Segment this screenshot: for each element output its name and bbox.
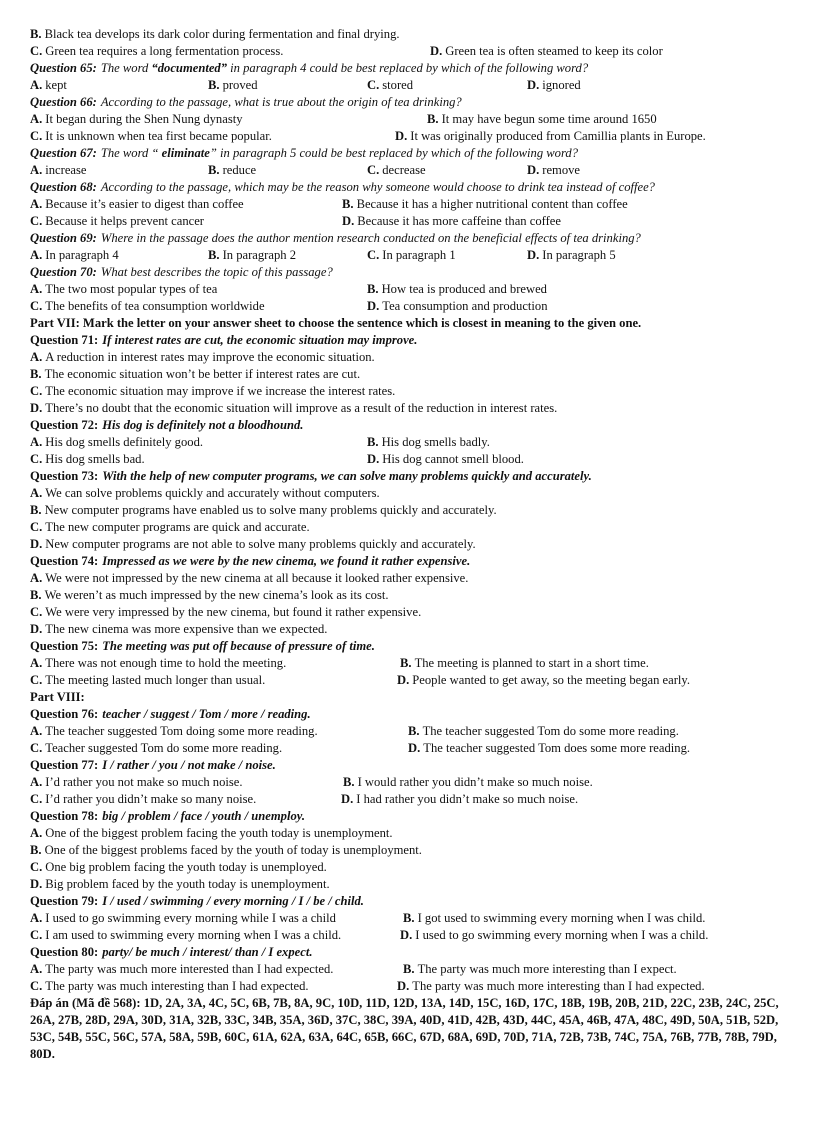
- option-q78-d: D. Big problem faced by the youth today is unemployment.: [30, 877, 330, 891]
- option-row: [30, 451, 800, 468]
- option-q67-d: D. remove: [527, 163, 581, 177]
- answer-key: Đáp án (Mã đề 568): 1D, 2A, 3A, 4C, 5C, 6B, 7B, 8A, 9C, 10D, 11D, 12D, 13A, 14D, 15C, 16D, 17C, 18B, 19B, 20B, 21D, 22C, 23B, 24C, 25C, 26A, 27B, 28D, 29A, 30D, 31A, 32B, 33C, 34B, 35A, 36D, 37C, 38C, 39A, 40D, 41D, 42B, 43D, 44C, 45A, 46B, 47A, 48C, 49D, 50A, 51B, 52D, 53C, 54B, 55C, 56C, 57A, 58A, 59B, 60C, 61A, 62A, 63A, 64C, 65B, 66C, 67D, 68A, 69D, 70D, 71A, 72B, 73B, 74C, 75A, 76B, 77B, 78B, 79D, 80D.: [30, 996, 779, 1061]
- option-q80-b: B. The party was much more interesting than I expect.: [403, 962, 677, 976]
- part-7-heading: Part VII: Mark the letter on your answer sheet to choose the sentence which is closest in meaning to the given one.: [30, 316, 642, 330]
- option-q68-d: D. Because it has more caffeine than coffee: [342, 214, 561, 228]
- option-row: [30, 162, 800, 179]
- option-q74-a: A. We were not impressed by the new cinema at all because it looked rather expensive.: [30, 571, 469, 585]
- option-q72-b: B. His dog smells badly.: [367, 435, 490, 449]
- option-q64-d: D. Green tea is often steamed to keep its color: [430, 44, 663, 58]
- option-q71-c: C. The economic situation may improve if we increase the interest rates.: [30, 384, 396, 398]
- option-q79-b: B. I got used to swimming every morning when I was child.: [403, 911, 706, 925]
- option-q78-c: C. One big problem facing the youth today is unemployed.: [30, 860, 327, 874]
- option-q67-c: C. decrease: [367, 163, 426, 177]
- option-row: [30, 655, 800, 672]
- option-q77-b: B. I would rather you didn’t make so much noise.: [343, 775, 593, 789]
- option-q75-b: B. The meeting is planned to start in a short time.: [400, 656, 649, 670]
- question-75: Question 75: The meeting was put off because of pressure of time.: [30, 639, 375, 653]
- option-q75-c: C. The meeting lasted much longer than usual.: [30, 673, 266, 687]
- option-row: [30, 791, 800, 808]
- option-q73-a: A. We can solve problems quickly and accurately without computers.: [30, 486, 380, 500]
- option-q77-d: D. I had rather you didn’t make so much noise.: [341, 792, 579, 806]
- question-66: Question 66: According to the passage, what is true about the origin of tea drinking?: [30, 95, 462, 109]
- option-row: [30, 281, 800, 298]
- option-q69-a: A. In paragraph 4: [30, 248, 119, 262]
- option-q80-a: A. The party was much more interested than I had expected.: [30, 962, 334, 976]
- option-q79-a: A. I used to go swimming every morning while I was a child: [30, 911, 336, 925]
- option-q80-c: C. The party was much interesting than I had expected.: [30, 979, 309, 993]
- option-q68-c: C. Because it helps prevent cancer: [30, 214, 204, 228]
- option-q72-a: A. His dog smells definitely good.: [30, 435, 204, 449]
- option-q77-c: C. I’d rather you didn’t make so many noise.: [30, 792, 257, 806]
- question-72: Question 72: His dog is definitely not a bloodhound.: [30, 418, 304, 432]
- question-79: Question 79: I / used / swimming / every morning / I / be / child.: [30, 894, 364, 908]
- option-q76-c: C. Teacher suggested Tom do some more reading.: [30, 741, 283, 755]
- option-q78-b: B. One of the biggest problems faced by the youth of today is unemployment.: [30, 843, 422, 857]
- question-67: Question 67: The word “ eliminate” in paragraph 5 could be best replaced by which of the following word?: [30, 146, 578, 160]
- option-q66-b: B. It may have begun some time around 1650: [427, 112, 657, 126]
- option-row: [30, 77, 800, 94]
- option-row: [30, 111, 800, 128]
- option-q71-b: B. The economic situation won’t be better if interest rates are cut.: [30, 367, 361, 381]
- option-q65-a: A. kept: [30, 78, 67, 92]
- option-row: [30, 213, 800, 230]
- option-q74-b: B. We weren’t as much impressed by the new cinema’s look as its cost.: [30, 588, 389, 602]
- question-70: Question 70: What best describes the topic of this passage?: [30, 265, 333, 279]
- option-q65-c: C. stored: [367, 78, 414, 92]
- option-q72-c: C. His dog smells bad.: [30, 452, 145, 466]
- option-row: [30, 128, 800, 145]
- option-q66-c: C. It is unknown when tea first became popular.: [30, 129, 272, 143]
- question-76: Question 76: teacher / suggest / Tom / more / reading.: [30, 707, 311, 721]
- option-row: [30, 247, 800, 264]
- option-row: [30, 672, 800, 689]
- part-8-heading: Part VIII:: [30, 690, 85, 704]
- option-q68-a: A. Because it’s easier to digest than coffee: [30, 197, 244, 211]
- option-row: [30, 196, 800, 213]
- option-row: [30, 43, 800, 60]
- option-q75-a: A. There was not enough time to hold the meeting.: [30, 656, 287, 670]
- option-q69-c: C. In paragraph 1: [367, 248, 456, 262]
- option-row: [30, 978, 800, 995]
- option-q66-a: A. It began during the Shen Nung dynasty: [30, 112, 243, 126]
- option-row: [30, 927, 800, 944]
- option-row: [30, 723, 800, 740]
- option-q78-a: A. One of the biggest problem facing the youth today is unemployment.: [30, 826, 393, 840]
- option-q73-c: C. The new computer programs are quick and accurate.: [30, 520, 310, 534]
- question-69: Question 69: Where in the passage does the author mention research conducted on the beneficial effects of tea drinking?: [30, 231, 641, 245]
- question-65: Question 65: The word “documented” in paragraph 4 could be best replaced by which of the following word?: [30, 61, 589, 75]
- option-q76-d: D. The teacher suggested Tom does some more reading.: [408, 741, 691, 755]
- option-q70-c: C. The benefits of tea consumption worldwide: [30, 299, 265, 313]
- option-q67-b: B. reduce: [208, 163, 257, 177]
- option-q67-a: A. increase: [30, 163, 87, 177]
- option-row: [30, 774, 800, 791]
- option-q65-b: B. proved: [208, 78, 258, 92]
- option-q69-b: B. In paragraph 2: [208, 248, 296, 262]
- option-q79-d: D. I used to go swimming every morning when I was a child.: [400, 928, 709, 942]
- option-q79-c: C. I am used to swimming every morning when I was a child.: [30, 928, 342, 942]
- option-row: [30, 740, 800, 757]
- option-q74-c: C. We were very impressed by the new cinema, but found it rather expensive.: [30, 605, 422, 619]
- option-q76-a: A. The teacher suggested Tom doing some more reading.: [30, 724, 318, 738]
- question-78: Question 78: big / problem / face / youth / unemploy.: [30, 809, 306, 823]
- question-74: Question 74: Impressed as we were by the new cinema, we found it rather expensive.: [30, 554, 471, 568]
- option-q77-a: A. I’d rather you not make so much noise.: [30, 775, 243, 789]
- option-q80-d: D. The party was much more interesting than I had expected.: [397, 979, 705, 993]
- option-q64-c: C. Green tea requires a long fermentation process.: [30, 44, 284, 58]
- question-68: Question 68: According to the passage, which may be the reason why someone would choose to drink tea instead of coffee?: [30, 180, 655, 194]
- option-q66-d: D. It was originally produced from Camillia plants in Europe.: [395, 129, 706, 143]
- option-q74-d: D. The new cinema was more expensive than we expected.: [30, 622, 328, 636]
- option-q69-d: D. In paragraph 5: [527, 248, 616, 262]
- option-row: [30, 910, 800, 927]
- option-row: [30, 298, 800, 315]
- option-q70-a: A. The two most popular types of tea: [30, 282, 218, 296]
- question-77: Question 77: I / rather / you / not make / noise.: [30, 758, 276, 772]
- option-q70-b: B. How tea is produced and brewed: [367, 282, 547, 296]
- option-row: [30, 26, 800, 43]
- question-80: Question 80: party/ be much / interest/ than / I expect.: [30, 945, 313, 959]
- option-q65-d: D. ignored: [527, 78, 581, 92]
- option-q72-d: D. His dog cannot smell blood.: [367, 452, 524, 466]
- option-q73-d: D. New computer programs are not able to solve many problems quickly and accurately.: [30, 537, 476, 551]
- option-row: [30, 434, 800, 451]
- option-row: [30, 961, 800, 978]
- option-q71-d: D. There’s no doubt that the economic situation will improve as a result of the reduction in interest rates.: [30, 401, 558, 415]
- question-71: Question 71: If interest rates are cut, the economic situation may improve.: [30, 333, 418, 347]
- option-q70-d: D. Tea consumption and production: [367, 299, 548, 313]
- exam-document: [30, 26, 800, 1063]
- option-q73-b: B. New computer programs have enabled us to solve many problems quickly and accurately.: [30, 503, 497, 517]
- option-q75-d: D. People wanted to get away, so the meeting began early.: [397, 673, 691, 687]
- question-73: Question 73: With the help of new computer programs, we can solve many problems quickly and accurately.: [30, 469, 592, 483]
- option-q68-b: B. Because it has a higher nutritional content than coffee: [342, 197, 628, 211]
- option-q64-b: B. Black tea develops its dark color during fermentation and final drying.: [30, 27, 400, 41]
- option-q76-b: B. The teacher suggested Tom do some more reading.: [408, 724, 679, 738]
- option-q71-a: A. A reduction in interest rates may improve the economic situation.: [30, 350, 375, 364]
